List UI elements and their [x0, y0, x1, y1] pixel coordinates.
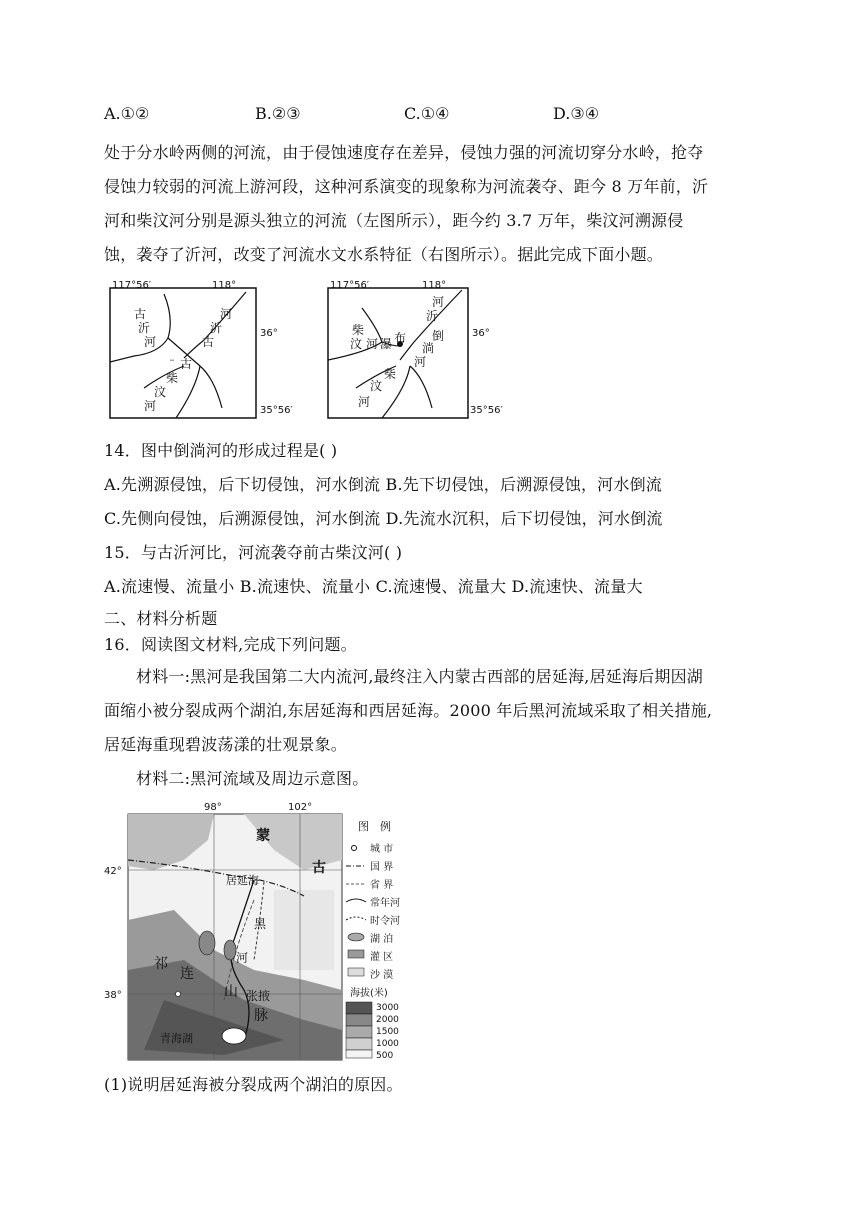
- legend-item: 沙 漠: [370, 970, 394, 981]
- map2-label: 河: [414, 355, 427, 369]
- map2-label: 河: [366, 337, 379, 351]
- map2-label: 沂: [426, 309, 439, 323]
- legend-item: 灌 区: [370, 952, 394, 963]
- map2-labels: [350, 295, 444, 409]
- place-label: 张掖: [246, 989, 271, 1003]
- q16-material2: 材料二:黑河流域及周边示意图。: [136, 769, 369, 788]
- map2-label: 淌: [422, 341, 435, 355]
- legend-item: 国 界: [370, 862, 394, 873]
- q16-material1-line-3: 居延海重现碧波荡漾的壮观景象。: [104, 735, 348, 754]
- place-label: 古: [312, 860, 326, 876]
- intro-line-1: 处于分水岭两侧的河流，由于侵蚀速度存在差异，侵蚀力强的河流切穿分水岭，抢夺: [104, 143, 704, 162]
- map1-lon-left: 117°56′: [112, 280, 152, 291]
- elevation-level: 2000: [376, 1015, 399, 1025]
- map1-label: 汶: [154, 385, 167, 399]
- heihe-lat-42: 42°: [104, 866, 122, 877]
- q13-option-b: B.②③: [255, 104, 301, 123]
- legend-item: 时令河: [370, 916, 400, 927]
- map2-lat-bottom: 35°56′: [470, 405, 503, 416]
- map2-label: 汶: [370, 379, 383, 393]
- q16-subquestion-1: (1)说明居延海被分裂成两个湖泊的原因。: [104, 1075, 403, 1094]
- q14-options-1: A.先溯源侵蚀，后下切侵蚀，河水倒流 B.先下切侵蚀，后溯源侵蚀，河水倒流: [104, 475, 662, 494]
- q16-stem: 16．阅读图文材料,完成下列问题。: [104, 635, 357, 654]
- elevation-level: 1500: [376, 1027, 399, 1037]
- q16-material1-line-1: 材料一:黑河是我国第二大内流河,最终注入内蒙古西部的居延海,居延海后期因湖: [136, 667, 703, 686]
- q14-options-2: C.先侧向侵蚀，后溯源侵蚀，河水倒流 D.先流水沉积，后下切侵蚀，河水倒流: [104, 509, 663, 528]
- place-label: 居延海: [226, 874, 259, 887]
- heihe-legend: [346, 819, 400, 1061]
- q16-material1-line-2: 面缩小被分裂成两个湖泊,东居延海和西居延海。2000 年后黑河流域采取了相关措施,: [104, 701, 713, 720]
- map1-lat-top: 36°: [260, 328, 278, 339]
- map2-label: 柴: [384, 367, 397, 381]
- elevation-level: 500: [376, 1051, 394, 1061]
- map1-labels: [134, 306, 232, 413]
- map1-lat-bottom: 35°56′: [260, 405, 293, 416]
- map1-label: 古: [180, 357, 193, 371]
- map1-label: 沂: [138, 321, 151, 335]
- map2-label: 河: [432, 295, 445, 309]
- river-capture-map-before: [104, 278, 304, 422]
- place-label: 河: [236, 951, 249, 965]
- intro-line-4: 蚀，袭夺了沂河，改变了河流水文水系特征（右图所示）。据此完成下面小题。: [104, 245, 664, 264]
- map2-lon-right: 118°: [422, 280, 447, 291]
- map2-label: 柴: [352, 323, 365, 337]
- place-label: 连: [180, 966, 194, 982]
- q15-stem: 15．与古沂河比，河流袭夺前古柴汶河( ): [104, 543, 403, 562]
- intro-line-3: 河和柴汶河分别是源头独立的河流（左图所示），距今约 3.7 万年，柴汶河溯源侵: [104, 211, 684, 230]
- q14-stem: 14．图中倒淌河的形成过程是( ): [104, 441, 338, 460]
- map1-label: 柴: [166, 371, 179, 385]
- map2-label: 河: [358, 395, 371, 409]
- map1-label: 古: [134, 307, 147, 321]
- svg-text:ꟷ: ꟷ: [170, 358, 175, 364]
- heihe-lon-98: 98°: [204, 802, 222, 813]
- heihe-lat-38: 38°: [104, 990, 122, 1001]
- map1-label: 古: [202, 335, 215, 349]
- place-label: 祁: [154, 956, 168, 972]
- place-label: 脉: [254, 1008, 268, 1024]
- place-label: 蒙: [256, 828, 270, 844]
- intro-line-2: 侵蚀力较弱的河流上游河段，这种河系演变的现象称为河流袭夺、距今 8 万年前，沂: [104, 177, 709, 196]
- q13-option-a: A.①②: [104, 104, 150, 123]
- elevation-level: 1000: [376, 1039, 399, 1049]
- legend-item: 省 界: [370, 880, 394, 891]
- q15-options: A.流速慢、流量小 B.流速快、流量小 C.流速慢、流量大 D.流速快、流量大: [104, 577, 643, 596]
- map1-label: 河: [220, 307, 233, 321]
- place-label: 青海湖: [160, 1032, 193, 1045]
- q13-option-c: C.①④: [404, 104, 450, 123]
- elevation-title: 海拔(米): [350, 988, 388, 999]
- elevation-level: 3000: [376, 1003, 399, 1013]
- map2-label: 倒: [432, 329, 445, 343]
- heihe-lon-102: 102°: [288, 802, 313, 813]
- map1-label: 河: [144, 335, 157, 349]
- map2-label: 瀑: [380, 337, 393, 351]
- map1-lon-right: 118°: [212, 280, 237, 291]
- legend-item: 常年河: [370, 898, 400, 909]
- map2-lat-top: 36°: [472, 328, 490, 339]
- map1-label: 河: [144, 399, 157, 413]
- section-heading: 二、材料分析题: [104, 609, 218, 628]
- map2-label: 汶: [350, 337, 363, 351]
- place-label: 山: [224, 984, 238, 1000]
- map2-lon-left: 117°56′: [330, 280, 370, 291]
- heihe-basin-map: [104, 800, 414, 1070]
- legend-item: 湖 泊: [370, 934, 394, 945]
- map2-label: 布: [394, 331, 407, 345]
- map1-label: 沂: [210, 321, 223, 335]
- place-label: 黑: [254, 917, 267, 931]
- legend-item: 城 市: [370, 844, 394, 855]
- q13-option-d: D.③④: [553, 104, 600, 123]
- legend-title: 图 例: [358, 820, 391, 833]
- river-capture-map-after: [322, 278, 522, 422]
